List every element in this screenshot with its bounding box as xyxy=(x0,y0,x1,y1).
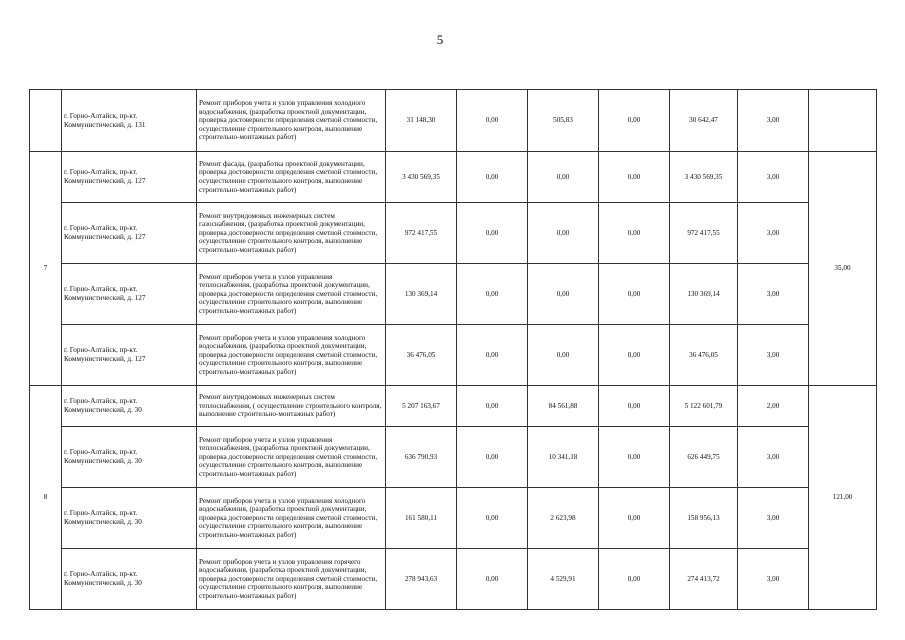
cost-cell: 84 561,88 xyxy=(528,386,599,427)
cost-cell: 0,00 xyxy=(457,427,528,488)
total-cost-cell: 278 943,63 xyxy=(386,549,457,610)
cost-cell: 0,00 xyxy=(457,203,528,264)
term-cell: 3,00 xyxy=(738,203,809,264)
term-cell: 3,00 xyxy=(738,90,809,152)
owners-funds-cell: 36 476,05 xyxy=(670,325,738,386)
total-cost-cell: 130 369,14 xyxy=(386,264,457,325)
owners-funds-cell: 130 369,14 xyxy=(670,264,738,325)
cost-cell: 0,00 xyxy=(599,203,670,264)
term-cell: 3,00 xyxy=(738,152,809,203)
address-cell: г. Горно-Алтайск, пр-кт. Коммунистический, д. 30 xyxy=(62,549,197,610)
total-cost-cell: 3 430 569,35 xyxy=(386,152,457,203)
cost-cell: 0,00 xyxy=(457,264,528,325)
owners-funds-cell: 3 430 569,35 xyxy=(670,152,738,203)
table-row xyxy=(30,325,877,386)
cost-cell: 0,00 xyxy=(599,325,670,386)
total-cost-cell: 36 476,05 xyxy=(386,325,457,386)
work-type-cell: Ремонт приборов учета и узлов управления холодного водоснабжения, (разработка проектной документации, проверка достоверности определения сметной стоимости, осуществление строительного контроля, выполнение строительно-монтажных работ) xyxy=(197,488,386,549)
group-total-cell: 121,00 xyxy=(809,386,877,610)
repair-program-table xyxy=(29,89,877,610)
table-row xyxy=(30,427,877,488)
page-number: 5 xyxy=(436,32,444,47)
cost-cell: 0,00 xyxy=(599,152,670,203)
term-cell: 2,00 xyxy=(738,386,809,427)
cost-cell: 0,00 xyxy=(599,386,670,427)
work-type-cell: Ремонт внутридомовых инженерных систем теплоснабжения, ( осуществление строительного контроля, выполнение строительно-монтажных работ) xyxy=(197,386,386,427)
term-cell: 3,00 xyxy=(738,488,809,549)
cost-cell: 0,00 xyxy=(528,203,599,264)
address-cell: г. Горно-Алтайск, пр-кт. Коммунистический, д. 30 xyxy=(62,488,197,549)
cost-cell: 0,00 xyxy=(528,152,599,203)
total-cost-cell: 5 207 163,67 xyxy=(386,386,457,427)
address-cell: г. Горно-Алтайск, пр-кт. Коммунистический, д. 127 xyxy=(62,325,197,386)
work-type-cell: Ремонт фасада, (разработка проектной документации, проверка достоверности определения сметной стоимости, осуществление строительного контроля, выполнение строительно-монтажных работ) xyxy=(197,152,386,203)
total-cost-cell: 161 580,11 xyxy=(386,488,457,549)
cost-cell: 4 529,91 xyxy=(528,549,599,610)
group-total-cell: 35,00 xyxy=(809,152,877,386)
cost-cell: 0,00 xyxy=(599,427,670,488)
group-total-cell xyxy=(809,90,877,152)
work-type-cell: Ремонт внутридомовых инженерных систем газоснабжения, (разработка проектной документации, проверка достоверности определения сметной стоимости, осуществление строительного контроля, выполнение строительно-монтажных работ) xyxy=(197,203,386,264)
cost-cell: 0,00 xyxy=(599,488,670,549)
cost-cell: 0,00 xyxy=(457,549,528,610)
address-cell: г. Горно-Алтайск, пр-кт. Коммунистический, д. 30 xyxy=(62,386,197,427)
table-row xyxy=(30,264,877,325)
address-cell: г. Горно-Алтайск, пр-кт. Коммунистический, д. 127 xyxy=(62,152,197,203)
work-type-cell: Ремонт приборов учета и узлов управления горячего водоснабжения, (разработка проектной документации, проверка достоверности определения сметной стоимости, осуществление строительного контроля, выполнение строительно-монтажных работ) xyxy=(197,549,386,610)
cost-cell: 10 341,18 xyxy=(528,427,599,488)
work-type-cell: Ремонт приборов учета и узлов управления теплоснабжения, (разработка проектной документации, проверка достоверности определения сметной стоимости, осуществление строительного контроля, выполнение строительно-монтажных работ) xyxy=(197,427,386,488)
group-number-cell: 7 xyxy=(30,152,62,386)
table-row xyxy=(30,549,877,610)
group-number-cell: 8 xyxy=(30,386,62,610)
cost-cell: 0,00 xyxy=(599,90,670,152)
term-cell: 3,00 xyxy=(738,427,809,488)
total-cost-cell: 31 148,30 xyxy=(386,90,457,152)
owners-funds-cell: 274 413,72 xyxy=(670,549,738,610)
cost-cell: 2 623,98 xyxy=(528,488,599,549)
cost-cell: 0,00 xyxy=(457,488,528,549)
work-type-cell: Ремонт приборов учета и узлов управления теплоснабжения, (разработка проектной документации, проверка достоверности определения сметной стоимости, осуществление строительного контроля, выполнение строительно-монтажных работ) xyxy=(197,264,386,325)
total-cost-cell: 972 417,55 xyxy=(386,203,457,264)
table-row xyxy=(30,152,877,203)
owners-funds-cell: 30 642,47 xyxy=(670,90,738,152)
cost-cell: 0,00 xyxy=(457,90,528,152)
total-cost-cell: 636 790,93 xyxy=(386,427,457,488)
table-row xyxy=(30,203,877,264)
cost-cell: 0,00 xyxy=(457,325,528,386)
owners-funds-cell: 626 449,75 xyxy=(670,427,738,488)
address-cell: г. Горно-Алтайск, пр-кт. Коммунистический, д. 127 xyxy=(62,264,197,325)
cost-cell: 0,00 xyxy=(528,325,599,386)
cost-cell: 0,00 xyxy=(599,549,670,610)
table-row xyxy=(30,386,877,427)
address-cell: г. Горно-Алтайск, пр-кт. Коммунистический, д. 30 xyxy=(62,427,197,488)
row-number-cell xyxy=(30,90,62,152)
term-cell: 3,00 xyxy=(738,264,809,325)
term-cell: 3,00 xyxy=(738,325,809,386)
address-cell: г. Горно-Алтайск, пр-кт. Коммунистический, д. 127 xyxy=(62,203,197,264)
owners-funds-cell: 158 956,13 xyxy=(670,488,738,549)
owners-funds-cell: 5 122 601,79 xyxy=(670,386,738,427)
work-type-cell: Ремонт приборов учета и узлов управления холодного водоснабжения, (разработка проектной документации, проверка достоверности определения сметной стоимости, осуществление строительного контроля, выполнение строительно-монтажных работ) xyxy=(197,325,386,386)
work-type-cell: Ремонт приборов учета и узлов управления холодного водоснабжения, (разработка проектной документации, проверка достоверности определения сметной стоимости, осуществление строительного контроля, выполнение строительно-монтажных работ) xyxy=(197,90,386,152)
table-row xyxy=(30,90,877,152)
cost-cell: 0,00 xyxy=(528,264,599,325)
address-cell: г. Горно-Алтайск, пр-кт. Коммунистический, д. 131 xyxy=(62,90,197,152)
table-row xyxy=(30,488,877,549)
cost-cell: 505,83 xyxy=(528,90,599,152)
term-cell: 3,00 xyxy=(738,549,809,610)
cost-cell: 0,00 xyxy=(457,152,528,203)
cost-cell: 0,00 xyxy=(599,264,670,325)
cost-cell: 0,00 xyxy=(457,386,528,427)
owners-funds-cell: 972 417,55 xyxy=(670,203,738,264)
